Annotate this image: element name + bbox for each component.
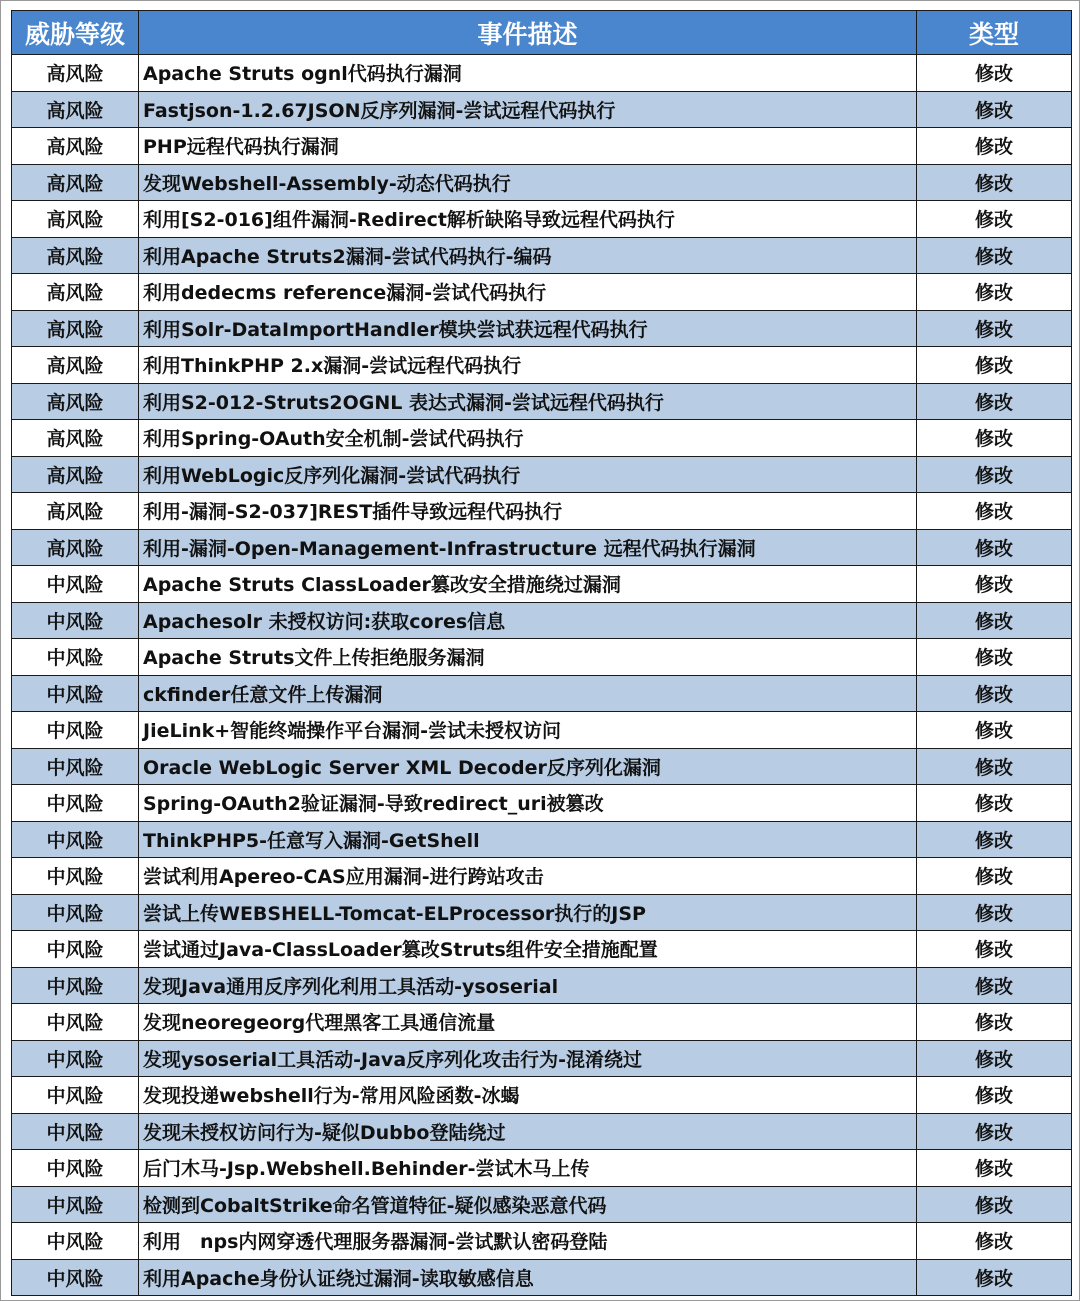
event-description-cell: 尝试利用Apereo-CAS应用漏洞-进行跨站攻击 — [139, 858, 917, 895]
type-cell: 修改 — [917, 894, 1072, 931]
header-threat-level: 威胁等级 — [12, 11, 139, 55]
type-cell: 修改 — [917, 1186, 1072, 1223]
type-cell: 修改 — [917, 91, 1072, 128]
type-cell: 修改 — [917, 529, 1072, 566]
table-row — [12, 675, 1072, 712]
table-row — [12, 456, 1072, 493]
event-description-cell: 发现ysoserial工具活动-Java反序列化攻击行为-混淆绕过 — [139, 1040, 917, 1077]
threat-level-cell: 中风险 — [12, 1040, 139, 1077]
table-row — [12, 1004, 1072, 1041]
event-description-cell: 利用 nps内网穿透代理服务器漏洞-尝试默认密码登陆 — [139, 1223, 917, 1260]
table-row — [12, 274, 1072, 311]
threat-level-cell: 中风险 — [12, 675, 139, 712]
threat-level-cell: 中风险 — [12, 1077, 139, 1114]
threat-level-cell: 中风险 — [12, 712, 139, 749]
threat-level-cell: 中风险 — [12, 967, 139, 1004]
threat-level-cell: 中风险 — [12, 821, 139, 858]
threat-level-cell: 高风险 — [12, 347, 139, 384]
table-row — [12, 201, 1072, 238]
threat-level-cell: 高风险 — [12, 91, 139, 128]
event-description-cell: Spring-OAuth2验证漏洞-导致redirect_uri被篡改 — [139, 785, 917, 822]
threat-level-cell: 高风险 — [12, 201, 139, 238]
type-cell: 修改 — [917, 201, 1072, 238]
table-row — [12, 566, 1072, 603]
threat-level-cell: 中风险 — [12, 894, 139, 931]
event-description-cell: ckfinder任意文件上传漏洞 — [139, 675, 917, 712]
event-description-cell: 发现Webshell-Assembly-动态代码执行 — [139, 164, 917, 201]
threat-level-cell: 高风险 — [12, 310, 139, 347]
table-row — [12, 785, 1072, 822]
type-cell: 修改 — [917, 456, 1072, 493]
table-row — [12, 164, 1072, 201]
threat-level-cell: 中风险 — [12, 858, 139, 895]
table-row — [12, 821, 1072, 858]
event-description-cell: 利用Apache身份认证绕过漏洞-读取敏感信息 — [139, 1259, 917, 1296]
type-cell: 修改 — [917, 602, 1072, 639]
threat-level-cell: 高风险 — [12, 493, 139, 530]
table-row — [12, 1150, 1072, 1187]
table-row — [12, 493, 1072, 530]
threat-level-cell: 中风险 — [12, 566, 139, 603]
event-description-cell: 发现Java通用反序列化利用工具活动-ysoserial — [139, 967, 917, 1004]
event-description-cell: 利用[S2-016]组件漏洞-Redirect解析缺陷导致远程代码执行 — [139, 201, 917, 238]
threat-level-cell: 中风险 — [12, 1113, 139, 1150]
type-cell: 修改 — [917, 821, 1072, 858]
type-cell: 修改 — [917, 675, 1072, 712]
table-row — [12, 91, 1072, 128]
threat-level-cell: 高风险 — [12, 164, 139, 201]
threat-level-cell: 中风险 — [12, 785, 139, 822]
event-description-cell: 利用ThinkPHP 2.x漏洞-尝试远程代码执行 — [139, 347, 917, 384]
event-description-cell: Apachesolr 未授权访问:获取cores信息 — [139, 602, 917, 639]
type-cell: 修改 — [917, 383, 1072, 420]
table-row — [12, 237, 1072, 274]
type-cell: 修改 — [917, 420, 1072, 457]
event-description-cell: 检测到CobaltStrike命名管道特征-疑似感染恶意代码 — [139, 1186, 917, 1223]
table-row — [12, 529, 1072, 566]
table-row — [12, 748, 1072, 785]
event-description-cell: JieLink+智能终端操作平台漏洞-尝试未授权访问 — [139, 712, 917, 749]
threat-level-cell: 高风险 — [12, 237, 139, 274]
event-description-cell: PHP远程代码执行漏洞 — [139, 128, 917, 165]
type-cell: 修改 — [917, 347, 1072, 384]
event-description-cell: 利用-漏洞-Open-Management-Infrastructure 远程代码执行漏洞 — [139, 529, 917, 566]
table-row — [12, 1077, 1072, 1114]
table-row — [12, 1113, 1072, 1150]
table-row — [12, 931, 1072, 968]
threat-level-cell: 中风险 — [12, 748, 139, 785]
type-cell: 修改 — [917, 785, 1072, 822]
threat-level-cell: 中风险 — [12, 1186, 139, 1223]
table-row — [12, 420, 1072, 457]
table-row — [12, 1223, 1072, 1260]
type-cell: 修改 — [917, 274, 1072, 311]
event-description-cell: 发现投递webshell行为-常用风险函数-冰蝎 — [139, 1077, 917, 1114]
event-description-cell: Fastjson-1.2.67JSON反序列漏洞-尝试远程代码执行 — [139, 91, 917, 128]
table-row — [12, 55, 1072, 92]
table-row — [12, 712, 1072, 749]
event-description-cell: 利用dedecms reference漏洞-尝试代码执行 — [139, 274, 917, 311]
table-row — [12, 1186, 1072, 1223]
type-cell: 修改 — [917, 237, 1072, 274]
event-description-cell: 利用Solr-DataImportHandler模块尝试获远程代码执行 — [139, 310, 917, 347]
type-cell: 修改 — [917, 493, 1072, 530]
threat-event-table — [11, 10, 1072, 1296]
table-row — [12, 858, 1072, 895]
threat-level-cell: 中风险 — [12, 931, 139, 968]
type-cell: 修改 — [917, 858, 1072, 895]
type-cell: 修改 — [917, 1077, 1072, 1114]
table-row — [12, 128, 1072, 165]
threat-level-cell: 中风险 — [12, 1223, 139, 1260]
table-row — [12, 602, 1072, 639]
threat-level-cell: 高风险 — [12, 456, 139, 493]
event-description-cell: 发现未授权访问行为-疑似Dubbo登陆绕过 — [139, 1113, 917, 1150]
table-row — [12, 347, 1072, 384]
type-cell: 修改 — [917, 1113, 1072, 1150]
event-description-cell: Apache Struts文件上传拒绝服务漏洞 — [139, 639, 917, 676]
header-event-description: 事件描述 — [139, 11, 917, 55]
threat-level-cell: 高风险 — [12, 529, 139, 566]
threat-level-cell: 高风险 — [12, 55, 139, 92]
table-row — [12, 383, 1072, 420]
threat-level-cell: 高风险 — [12, 128, 139, 165]
type-cell: 修改 — [917, 164, 1072, 201]
event-description-cell: 尝试通过Java-ClassLoader篡改Struts组件安全措施配置 — [139, 931, 917, 968]
event-description-cell: 尝试上传WEBSHELL-Tomcat-ELProcessor执行的JSP — [139, 894, 917, 931]
event-description-cell: 利用Apache Struts2漏洞-尝试代码执行-编码 — [139, 237, 917, 274]
type-cell: 修改 — [917, 1150, 1072, 1187]
header-type: 类型 — [917, 11, 1072, 55]
table-row — [12, 310, 1072, 347]
type-cell: 修改 — [917, 639, 1072, 676]
table-row — [12, 639, 1072, 676]
table-row — [12, 1040, 1072, 1077]
threat-level-cell: 高风险 — [12, 420, 139, 457]
type-cell: 修改 — [917, 931, 1072, 968]
event-description-cell: Oracle WebLogic Server XML Decoder反序列化漏洞 — [139, 748, 917, 785]
threat-level-cell: 中风险 — [12, 1150, 139, 1187]
threat-level-cell: 中风险 — [12, 602, 139, 639]
event-description-cell: 利用-漏洞-S2-037]REST插件导致远程代码执行 — [139, 493, 917, 530]
event-description-cell: 利用Spring-OAuth安全机制-尝试代码执行 — [139, 420, 917, 457]
type-cell: 修改 — [917, 748, 1072, 785]
type-cell: 修改 — [917, 128, 1072, 165]
event-description-cell: ThinkPHP5-任意写入漏洞-GetShell — [139, 821, 917, 858]
type-cell: 修改 — [917, 1223, 1072, 1260]
table-row — [12, 967, 1072, 1004]
type-cell: 修改 — [917, 55, 1072, 92]
table-row — [12, 1259, 1072, 1296]
type-cell: 修改 — [917, 712, 1072, 749]
table-row — [12, 894, 1072, 931]
event-description-cell: 利用WebLogic反序列化漏洞-尝试代码执行 — [139, 456, 917, 493]
type-cell: 修改 — [917, 1259, 1072, 1296]
type-cell: 修改 — [917, 967, 1072, 1004]
type-cell: 修改 — [917, 566, 1072, 603]
event-description-cell: 发现neoregeorg代理黑客工具通信流量 — [139, 1004, 917, 1041]
event-description-cell: 后门木马-Jsp.Webshell.Behinder-尝试木马上传 — [139, 1150, 917, 1187]
threat-level-cell: 中风险 — [12, 639, 139, 676]
type-cell: 修改 — [917, 1040, 1072, 1077]
threat-level-cell: 中风险 — [12, 1259, 139, 1296]
type-cell: 修改 — [917, 1004, 1072, 1041]
threat-level-cell: 中风险 — [12, 1004, 139, 1041]
event-description-cell: 利用S2-012-Struts2OGNL 表达式漏洞-尝试远程代码执行 — [139, 383, 917, 420]
header-row — [12, 11, 1072, 55]
threat-level-cell: 高风险 — [12, 274, 139, 311]
event-description-cell: Apache Struts ognl代码执行漏洞 — [139, 55, 917, 92]
threat-level-cell: 高风险 — [12, 383, 139, 420]
type-cell: 修改 — [917, 310, 1072, 347]
event-description-cell: Apache Struts ClassLoader篡改安全措施绕过漏洞 — [139, 566, 917, 603]
